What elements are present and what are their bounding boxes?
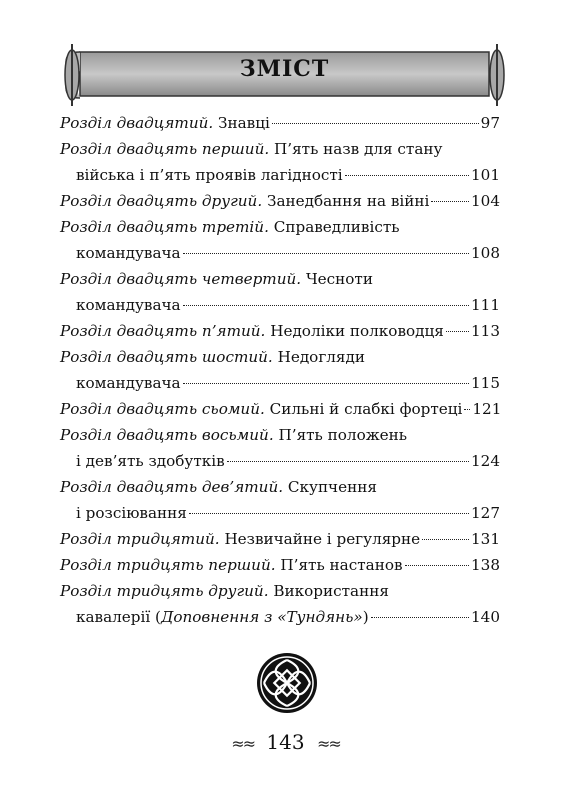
toc-entry xyxy=(60,578,500,630)
flourish-right-icon: ≈≈ xyxy=(316,734,340,753)
chapter-title: П’ять настанов xyxy=(280,556,403,574)
dot-leader xyxy=(189,513,469,514)
chapter-title: Чесноти xyxy=(305,270,373,288)
page-number: 113 xyxy=(471,322,500,340)
toc-entry xyxy=(60,110,500,136)
toc-entry xyxy=(60,136,500,188)
celtic-knot-icon xyxy=(256,652,318,714)
chapter-subtitle: Доповнення з «Тундянь» xyxy=(160,608,363,626)
page-number: 124 xyxy=(471,452,500,470)
section-label: Розділ двадцять шостий. xyxy=(60,348,273,366)
section-label: Розділ двадцять сьомий. xyxy=(60,400,265,418)
dot-leader xyxy=(345,175,469,176)
chapter-title: Незвичайне і регулярне xyxy=(224,530,421,548)
page-number: 138 xyxy=(471,556,500,574)
chapter-title: Недоліки полководця xyxy=(270,322,444,340)
toc-entry xyxy=(60,396,500,422)
toc-entry xyxy=(60,422,500,474)
page-footer xyxy=(0,730,571,754)
toc-entry xyxy=(60,266,500,318)
section-label: Розділ тридцять другий. xyxy=(60,582,269,600)
dot-leader xyxy=(405,565,469,566)
chapter-title: Сильні й слабкі фортеці xyxy=(269,400,463,418)
toc-entry xyxy=(60,344,500,396)
dot-leader xyxy=(431,201,469,202)
page-number: 121 xyxy=(472,400,502,418)
section-label: Розділ двадцять п’ятий. xyxy=(60,322,266,340)
chapter-title-continued: кавалерії ( xyxy=(76,608,161,626)
dot-leader xyxy=(272,123,479,124)
section-label: Розділ двадцятий. xyxy=(60,114,214,132)
chapter-title-continued: командувача xyxy=(76,296,181,314)
section-label: Розділ двадцять дев’ятий. xyxy=(60,478,284,496)
chapter-title: П’ять положень xyxy=(278,426,408,444)
toc-entry xyxy=(60,526,500,552)
chapter-title: Знавці xyxy=(218,114,270,132)
page-number: 104 xyxy=(471,192,500,210)
page-number: 131 xyxy=(471,530,500,548)
page-number: 140 xyxy=(471,608,500,626)
toc-entry xyxy=(60,474,500,526)
dot-leader xyxy=(183,305,469,306)
dot-leader xyxy=(446,331,469,332)
dot-leader xyxy=(371,617,469,618)
contents-banner xyxy=(62,40,507,110)
chapter-title: Занедбання на війні xyxy=(266,192,430,210)
section-label: Розділ двадцять восьмий. xyxy=(60,426,274,444)
chapter-title-continued: командувача xyxy=(76,374,181,392)
dot-leader xyxy=(227,461,469,462)
chapter-title: Скупчення xyxy=(287,478,377,496)
toc-entry xyxy=(60,552,500,578)
chapter-title: Справедливість xyxy=(273,218,400,236)
dot-leader xyxy=(422,539,469,540)
chapter-title-continued: командувача xyxy=(76,244,181,262)
section-label: Розділ двадцять перший. xyxy=(60,140,270,158)
chapter-title-close: ) xyxy=(362,608,369,626)
page-number: 111 xyxy=(471,296,500,314)
section-label: Розділ двадцять другий. xyxy=(60,192,263,210)
page-number: 101 xyxy=(471,166,500,184)
section-label: Розділ тридцять перший. xyxy=(60,556,276,574)
toc-entry xyxy=(60,188,500,214)
chapter-title: Використання xyxy=(273,582,389,600)
chapter-title: Недогляди xyxy=(277,348,365,366)
chapter-title-continued: і дев’ять здобутків xyxy=(76,452,225,470)
dot-leader xyxy=(464,409,470,410)
page-title: ЗМІСТ xyxy=(239,56,330,82)
dot-leader xyxy=(183,383,469,384)
page-number: 127 xyxy=(471,504,500,522)
chapter-title-continued: і розсіювання xyxy=(76,504,187,522)
section-label: Розділ двадцять четвертий. xyxy=(60,270,302,288)
page-number: 108 xyxy=(471,244,500,262)
chapter-title-continued: війська і п’ять проявів лагідності xyxy=(76,166,343,184)
section-label: Розділ двадцять третій. xyxy=(60,218,269,236)
folio-page-number: 143 xyxy=(266,730,305,754)
toc-entry xyxy=(60,214,500,266)
page-number: 115 xyxy=(471,374,500,392)
section-label: Розділ тридцятий. xyxy=(60,530,220,548)
flourish-left-icon: ≈≈ xyxy=(231,734,255,753)
page-number: 97 xyxy=(480,114,500,132)
table-of-contents xyxy=(60,110,500,630)
toc-entry xyxy=(60,318,500,344)
chapter-title: П’ять назв для стану xyxy=(274,140,443,158)
dot-leader xyxy=(183,253,469,254)
